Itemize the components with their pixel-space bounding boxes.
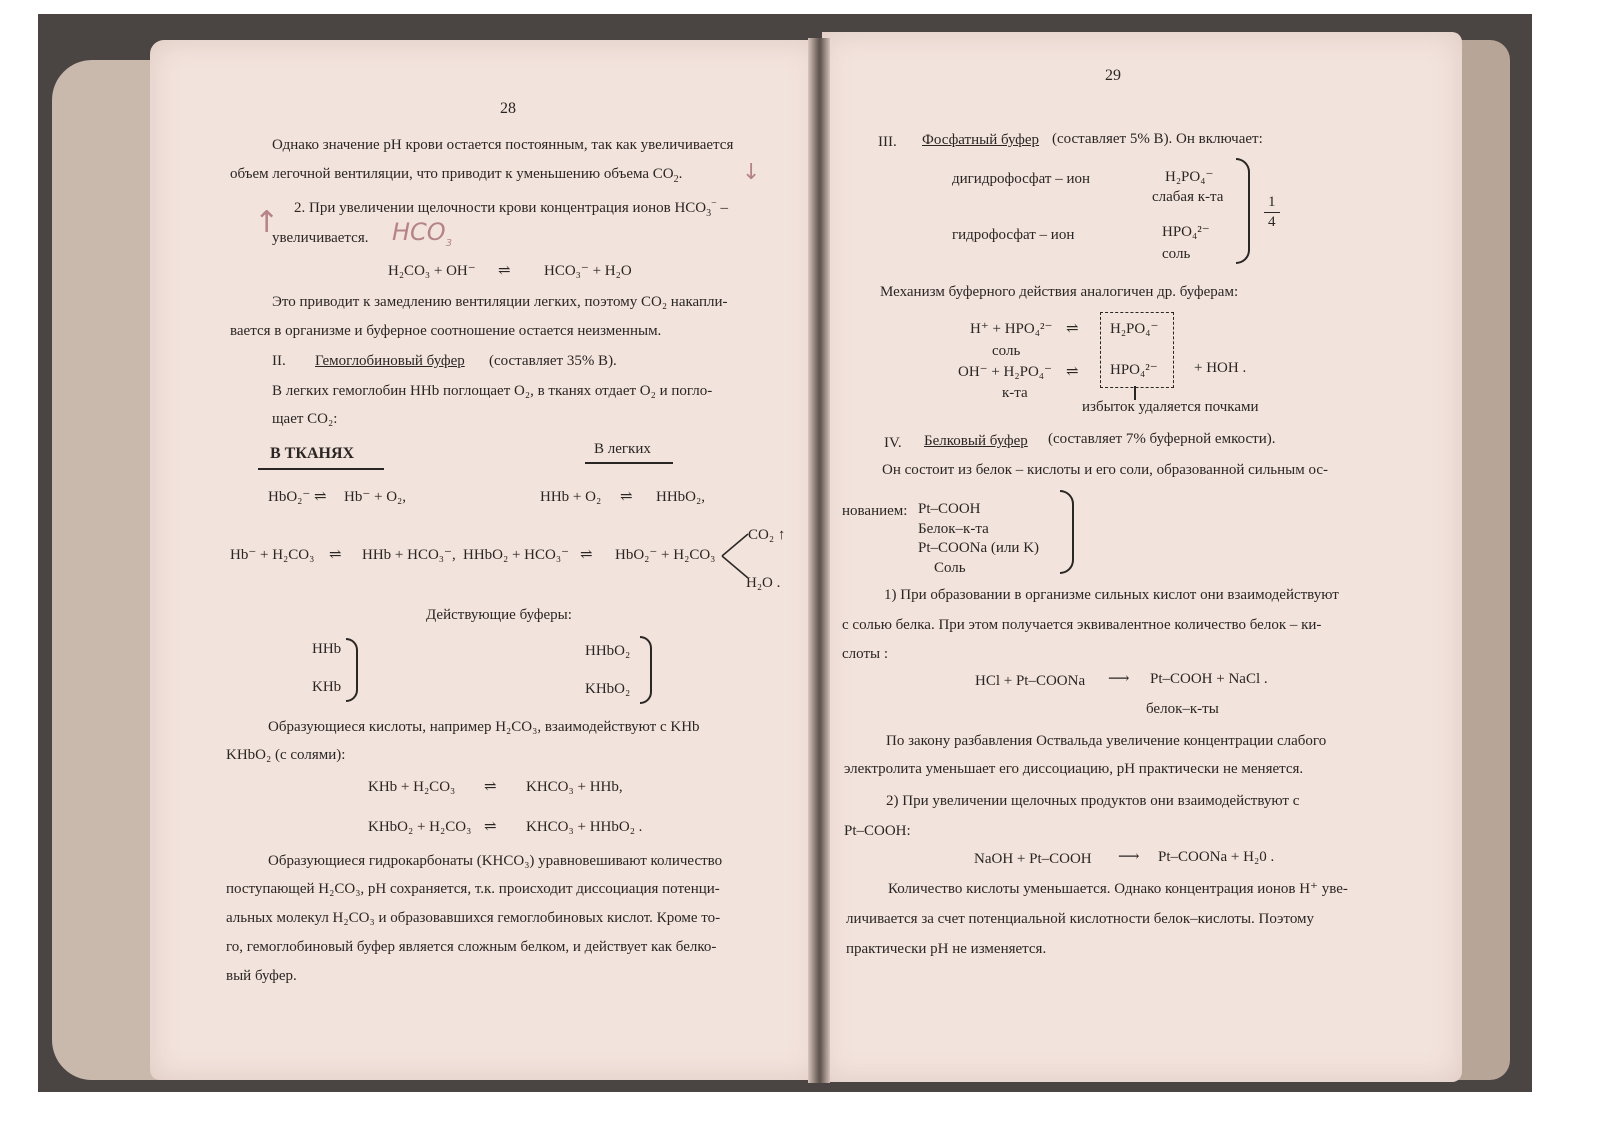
paragraph-line: личивается за счет потенциальной кислотности белок–кислоты. Поэтому — [846, 911, 1315, 927]
handwritten-note: $HCO_3$ — [392, 218, 453, 249]
paragraph-line: щает CO₂: — [272, 411, 338, 427]
ion-formula: HPO₄²⁻ — [1162, 224, 1210, 240]
equilibrium-arrow: ⇌ — [484, 819, 497, 835]
paragraph-line: 2) При увеличении щелочных продуктов они взаимодействуют с — [886, 793, 1300, 809]
ion-type: слабая к-та — [1152, 189, 1224, 205]
section-subtitle: (составляет 35% В). — [489, 353, 617, 369]
equation-part: KHb + H₂CO₃ — [368, 779, 456, 795]
ion-type: соль — [1162, 246, 1191, 262]
equation-part: H⁺ + HPO₄²⁻ — [970, 321, 1053, 337]
equation-part: HHb + O₂ — [540, 489, 602, 505]
paragraph-line: вается в организме и буферное соотношение остается неизменным. — [230, 323, 662, 339]
equation-part: NaOH + Pt–COOH — [974, 851, 1092, 867]
heading-underline — [258, 468, 384, 470]
pencil-arrow-up-mark: ↑ — [254, 205, 280, 240]
equilibrium-arrow: ⇌ — [498, 263, 511, 279]
paragraph-line: электролита уменьшает его диссоциацию, pH практически не меняется. — [844, 761, 1304, 777]
paragraph-line: Механизм буферного действия аналогичен др. буферам: — [880, 284, 1239, 300]
equation-part: HHb + HCO₃⁻, — [362, 547, 456, 563]
paragraph-line: Pt–COOH: — [844, 823, 911, 839]
paragraph-line: По закону разбавления Оствальда увеличение концентрации слабого — [886, 733, 1327, 749]
equation-part: HbO₂⁻ + H₂CO₃ — [615, 547, 716, 563]
paragraph-line: практически pH не изменяется. — [846, 941, 1047, 957]
section-number: III. — [878, 134, 897, 150]
equilibrium-arrow: ⇌ — [580, 547, 593, 563]
equation-part: HPO₄²⁻ — [1110, 362, 1158, 378]
equilibrium-arrow: ⇌ — [1066, 321, 1079, 337]
product-co2: CO₂ ↑ — [748, 527, 786, 543]
paragraph-line: Это приводит к замедлению вентиляции легких, поэтому CO₂ накапли- — [272, 294, 728, 310]
equilibrium-arrow: ⇌ — [620, 489, 633, 505]
paragraph-line: го, гемоглобиновый буфер является сложным белком, и действует как белко- — [226, 939, 717, 955]
page-number-right: 29 — [1105, 67, 1121, 84]
ratio-denominator: 4 — [1268, 214, 1276, 230]
equation-part: Hb⁻ + O₂, — [344, 489, 407, 505]
paragraph-line: нованием: — [842, 503, 908, 519]
equation-part: KHCO₃ + HHb, — [526, 779, 623, 795]
right-brace — [640, 636, 652, 704]
equilibrium-arrow: ⇌ — [314, 489, 327, 505]
paragraph-line: Количество кислоты уменьшается. Однако концентрация ионов H⁺ уве- — [888, 881, 1348, 897]
paragraph-line: KHbO₂ (с солями): — [226, 747, 346, 763]
equation-part: HHbO₂, — [656, 489, 705, 505]
equation-left: H₂CO₃ + OH⁻ — [388, 263, 476, 279]
equilibrium-arrow: ⇌ — [484, 779, 497, 795]
protein-formula: Pt–COOH — [918, 501, 981, 517]
reaction-arrow: ⟶ — [1108, 671, 1130, 687]
section-title: Гемоглобиновый буфер — [315, 353, 465, 369]
paragraph-line: объем легочной вентиляции, что приводит к уменьшению объема $CO_2$. — [230, 166, 683, 185]
equation-part: HbO₂⁻ — [268, 489, 311, 505]
pencil-arrow-down-mark: ↓ — [742, 160, 761, 185]
reaction-arrow: ⟶ — [1118, 849, 1140, 865]
product-h2o: H₂O . — [746, 575, 781, 591]
dashed-box — [1100, 312, 1174, 388]
paragraph-line: 1) При образовании в организме сильных кислот они взаимодействуют — [884, 587, 1339, 603]
section-number: IV. — [884, 435, 902, 451]
equation-label: белок–к-ты — [1146, 701, 1219, 717]
paragraph-line: альных молекул H₂CO₃ и образовавшихся гемоглобиновых кислот. Кроме то- — [226, 910, 721, 926]
ion-name: дигидрофосфат – ион — [952, 171, 1091, 187]
equation-part: H₂PO₄⁻ — [1110, 321, 1159, 337]
active-buffers-label: Действующие буферы: — [426, 607, 572, 623]
buffer-item: KHb — [312, 679, 342, 695]
paragraph-line: увеличивается. — [272, 230, 369, 246]
page-number-left: 28 — [500, 100, 516, 117]
ion-formula: H₂PO₄⁻ — [1165, 169, 1214, 185]
right-brace — [1060, 490, 1074, 574]
equation-part: Pt–COONa + H₂0 . — [1158, 849, 1275, 865]
protein-label: Белок–к-та — [918, 521, 989, 537]
column-heading-tissues: В ТКАНЯХ — [270, 445, 355, 462]
paragraph-line: В легких гемоглобин HHb поглощает O₂, в тканях отдает O₂ и погло- — [272, 383, 713, 399]
paragraph-line: Он состоит из белок – кислоты и его соли, образованной сильным ос- — [882, 462, 1329, 478]
buffer-item: HHbO₂ — [585, 643, 631, 659]
book-gutter — [808, 38, 830, 1083]
equation-part: + HOH . — [1194, 360, 1247, 376]
equation-part: HCl + Pt–COONa — [975, 673, 1086, 689]
paragraph-line: 2. При увеличении щелочности крови концентрация ионов $HCO_3^-$ – — [294, 198, 729, 219]
paragraph-line: поступающей H₂CO₃, pH сохраняется, т.к. происходит диссоциация потенци- — [226, 881, 720, 897]
equation-label: к-та — [1002, 385, 1028, 401]
equation-part: KHbO₂ + H₂CO₃ — [368, 819, 472, 835]
column-heading-lungs: В легких — [594, 441, 651, 457]
equilibrium-arrow: ⇌ — [329, 547, 342, 563]
section-subtitle: (составляет 5% В). Он включает: — [1052, 131, 1263, 147]
paragraph-line: Образующиеся гидрокарбонаты (KHCO₃) уравновешивают количество — [268, 853, 723, 869]
heading-underline — [585, 462, 673, 464]
paragraph-line: Образующиеся кислоты, например H₂CO₃, взаимодействуют с KHb — [268, 719, 700, 735]
equation-part: KHCO₃ + HHbO₂ . — [526, 819, 643, 835]
ratio-numerator: 1 — [1268, 194, 1276, 210]
buffer-item: HHb — [312, 641, 342, 657]
ion-name: гидрофосфат – ион — [952, 227, 1075, 243]
equation-part: Pt–COOH + NaCl . — [1150, 671, 1268, 687]
equation-right: HCO₃⁻ + H₂O — [544, 263, 632, 279]
equation-part: OH⁻ + H₂PO₄⁻ — [958, 364, 1052, 380]
section-title: Фосфатный буфер — [922, 132, 1040, 148]
paragraph-line: с солью белка. При этом получается эквивалентное количество белок – ки- — [842, 617, 1322, 633]
equation-label: соль — [992, 343, 1021, 359]
equation-part: HHbO₂ + HCO₃⁻ — [463, 547, 570, 563]
right-brace — [346, 638, 358, 702]
section-title: Белковый буфер — [924, 433, 1028, 449]
buffer-item: KHbO₂ — [585, 681, 631, 697]
paragraph-line: вый буфер. — [226, 968, 297, 984]
right-brace — [1236, 158, 1250, 264]
protein-formula: Pt–COONa (или K) — [918, 540, 1040, 556]
equilibrium-arrow: ⇌ — [1066, 364, 1079, 380]
annotation: избыток удаляется почками — [1082, 399, 1259, 415]
protein-label: Соль — [934, 560, 966, 576]
equation-part: Hb⁻ + H₂CO₃ — [230, 547, 315, 563]
paragraph-line: Однако значение pH крови остается постоянным, так как увеличивается — [272, 137, 734, 153]
paragraph-line: слоты : — [842, 646, 888, 662]
section-subtitle: (составляет 7% буферной емкости). — [1048, 431, 1276, 447]
section-number: II. — [272, 353, 286, 369]
